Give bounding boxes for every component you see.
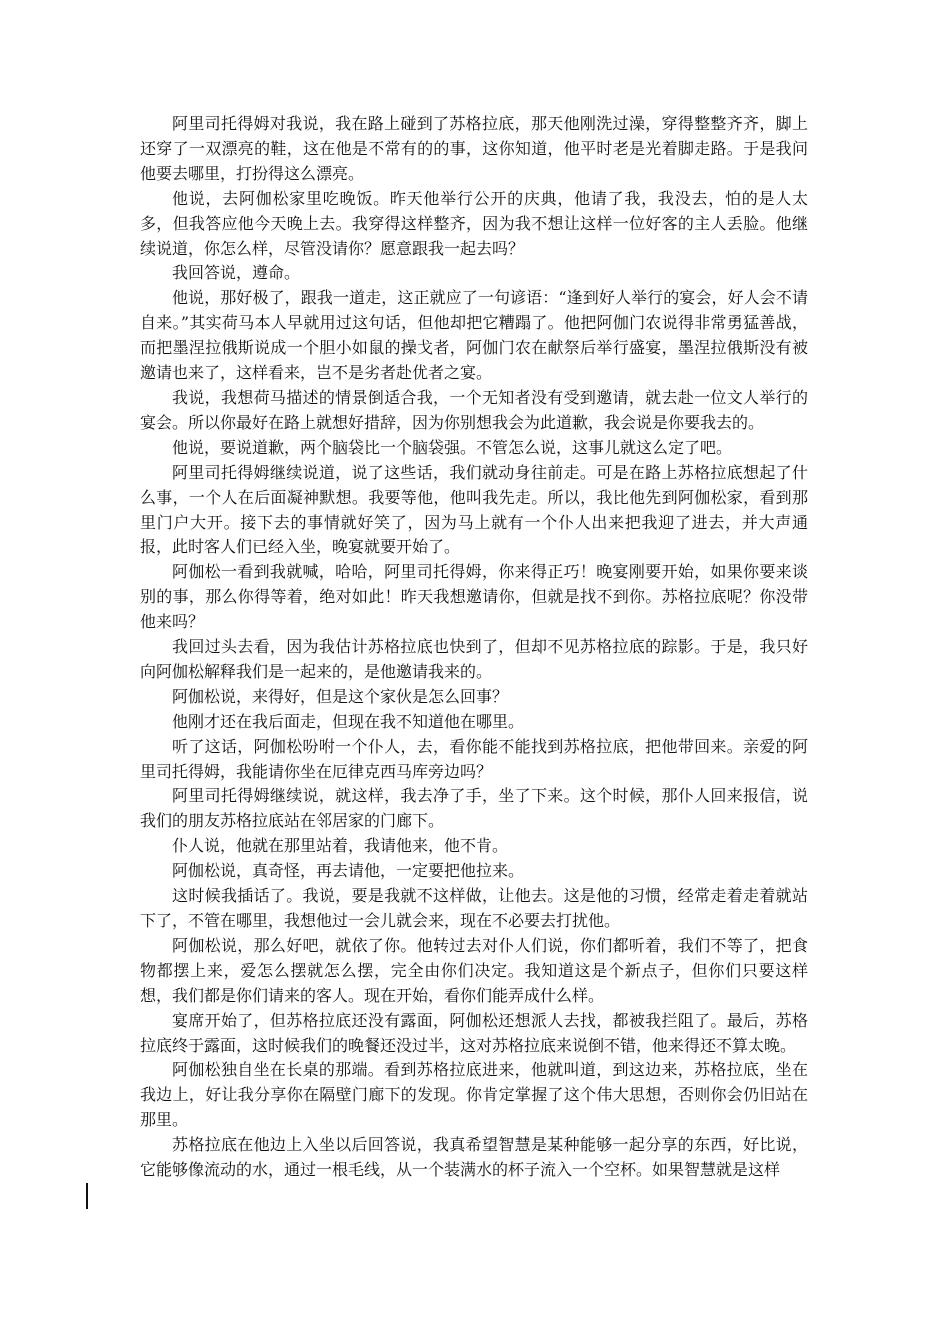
margin-change-bar: [86, 1183, 88, 1209]
paragraph: 阿里司托得姆继续说，就这样，我去净了手，坐了下来。这个时候，那仆人回来报信，说我们的朋友苏格拉底站在邻居家的门廊下。: [140, 786, 808, 831]
document-body: [140, 112, 808, 1183]
paragraph: 阿伽松说，真奇怪，再去请他，一定要把他拉来。: [172, 861, 525, 881]
paragraph: 他说，那好极了，跟我一道走，这正就应了一句谚语：“逢到好人举行的宴会，好人会不请自来。”其实荷马本人早就用过这句话，但他却把它糟蹋了。他把阿伽门农说得非常勇猛善战，而把墨涅拉俄斯说成一个胆小如鼠的操戈者，阿伽门农在献祭后举行盛宴，墨涅拉俄斯没有被邀请也来了，这样看来，岂不是劣者赴优者之宴。: [140, 288, 808, 383]
paragraph: 阿伽松说，来得好，但是这个家伙是怎么回事？: [172, 686, 509, 706]
paragraph: 我回过头去看，因为我估计苏格拉底也快到了，但却不见苏格拉底的踪影。于是，我只好向阿伽松解释我们是一起来的，是他邀请我来的。: [140, 637, 808, 681]
paragraph: 我说，我想荷马描述的情景倒适合我，一个无知者没有受到邀请，就去赴一位文人举行的宴会。所以你最好在路上就想好措辞，因为你别想我会为此道歉，我会说是你要我去的。: [140, 387, 808, 432]
paragraph: 我回答说，遵命。: [172, 263, 301, 283]
paragraph: 阿伽松说，那么好吧，就依了你。他转过去对仆人们说，你们都听着，我们不等了，把食物都摆上来，爱怎么摆就怎么摆，完全由你们决定。我知道这是个新点子，但你们只要这样想，我们都是你们请来的客人。现在开始，看你们能弄成什么样。: [140, 935, 808, 1005]
paragraph: 这时候我插话了。我说，要是我就不这样做，让他去。这是他的习惯，经常走着走着就站下了，不管在哪里，我想他过一会儿就会来，现在不必要去打扰他。: [140, 886, 808, 930]
paragraph: 他说，去阿伽松家里吃晚饭。昨天他举行公开的庆典，他请了我，我没去，怕的是人太多，但我答应他今天晚上去。我穿得这样整齐，因为我不想让这样一位好客的主人丢脸。他继续说道，你怎么样，尽管没请你？愿意跟我一起去吗？: [140, 188, 808, 258]
paragraph: 他刚才还在我后面走，但现在我不知道他在哪里。: [172, 711, 525, 731]
paragraph: 宴席开始了，但苏格拉底还没有露面，阿伽松还想派人去找，都被我拦阻了。最后，苏格拉底终于露面，这时候我们的晚餐还没过半，这对苏格拉底来说倒不错，他来得还不算太晚。: [140, 1010, 808, 1055]
paragraph: 阿里司托得姆对我说，我在路上碰到了苏格拉底，那天他刚洗过澡，穿得整整齐齐，脚上还穿了一双漂亮的鞋，这在他是不常有的的事，这你知道，他平时老是光着脚走路。于是我问他要去哪里，打扮得这么漂亮。: [140, 114, 808, 183]
paragraph: 苏格拉底在他边上入坐以后回答说，我真希望智慧是某种能够一起分享的东西，好比说，它能够像流动的水，通过一根毛线，从一个装满水的杯子流入一个空杯。如果智慧就是这样: [140, 1135, 808, 1180]
paragraph: 听了这话，阿伽松吩咐一个仆人，去，看你能不能找到苏格拉底，把他带回来。亲爱的阿里司托得姆，我能请你坐在厄律克西马库旁边吗？: [140, 736, 808, 781]
paragraph: 仆人说，他就在那里站着，我请他来，他不肯。: [172, 836, 509, 856]
paragraph: 阿里司托得姆继续说道，说了这些话，我们就动身往前走。可是在路上苏格拉底想起了什么事，一个人在后面凝神默想。我要等他，他叫我先走。所以，我比他先到阿伽松家，看到那里门户大开。接下去的事情就好笑了，因为马上就有一个仆人出来把我迎了进去，并大声通报，此时客人们已经入坐，晚宴就要开始了。: [140, 462, 808, 557]
paragraph: 阿伽松一看到我就喊，哈哈，阿里司托得姆，你来得正巧！晚宴刚要开始，如果你要来谈别的事，那么你得等着，绝对如此！昨天我想邀请你，但就是找不到你。苏格拉底呢？你没带他来吗？: [140, 562, 808, 632]
paragraph: 他说，要说道歉，两个脑袋比一个脑袋强。不管怎么说，这事儿就这么定了吧。: [172, 437, 733, 457]
paragraph: 阿伽松独自坐在长桌的那端。看到苏格拉底进来，他就叫道，到这边来，苏格拉底，坐在我边上，好让我分享你在隔壁门廊下的发现。你肯定掌握了这个伟大思想，否则你会仍旧站在那里。: [140, 1060, 808, 1130]
